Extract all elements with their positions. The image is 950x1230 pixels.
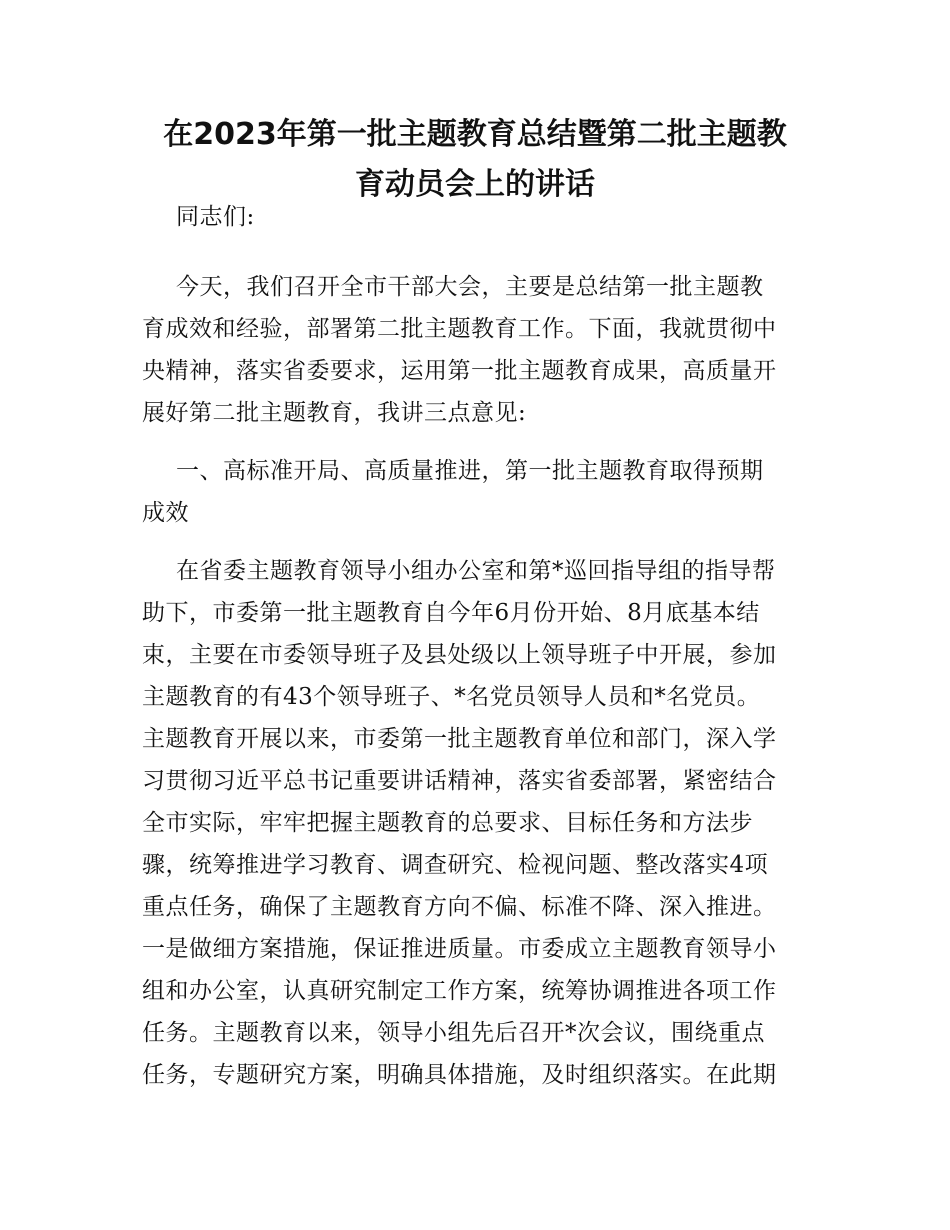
body-line: 习贯彻习近平总书记重要讲话精神，落实省委部署，紧密结合 [142, 768, 777, 794]
section-heading-line: 一、高标准开局、高质量推进，第一批主题教育取得预期 [176, 458, 764, 484]
intro-line: 央精神，落实省委要求，运用第一批主题教育成果，高质量开 [142, 358, 777, 384]
body-line: 任务，专题研究方案，明确具体措施，及时组织落实。在此期 [142, 1062, 777, 1088]
title-line-1: 在2023年第一批主题教育总结暨第二批主题教 [163, 117, 787, 152]
body-line: 全市实际，牢牢把握主题教育的总要求、目标任务和方法步 [142, 810, 753, 836]
body-line: 主题教育的有43个领导班子、*名党员领导人员和*名党员。 [142, 684, 761, 710]
intro-line: 育成效和经验，部署第二批主题教育工作。下面，我就贯彻中 [142, 316, 777, 342]
intro-line: 今天，我们召开全市干部大会，主要是总结第一批主题教 [176, 274, 764, 300]
body-line: 助下，市委第一批主题教育自今年6月份开始、8月底基本结 [142, 600, 760, 626]
body-line: 重点任务，确保了主题教育方向不偏、标准不降、深入推进。 [142, 894, 777, 920]
title-line-2: 育动员会上的讲话 [355, 167, 595, 202]
salutation: 同志们: [176, 204, 255, 230]
body-line: 在省委主题教育领导小组办公室和第*巡回指导组的指导帮 [176, 558, 776, 584]
body-line: 一是做细方案措施，保证推进质量。市委成立主题教育领导小 [142, 936, 777, 962]
intro-line: 展好第二批主题教育，我讲三点意见: [142, 400, 527, 426]
body-line: 任务。主题教育以来，领导小组先后召开*次会议，围绕重点 [142, 1020, 765, 1046]
body-line: 组和办公室，认真研究制定工作方案，统筹协调推进各项工作 [142, 978, 777, 1004]
body-line: 束，主要在市委领导班子及县处级以上领导班子中开展，参加 [142, 642, 777, 668]
section-heading-line: 成效 [142, 500, 189, 526]
document-title [110, 110, 840, 210]
body-line: 骤，统筹推进学习教育、调查研究、检视问题、整改落实4项 [142, 852, 769, 878]
body-line: 主题教育开展以来，市委第一批主题教育单位和部门，深入学 [142, 726, 777, 752]
